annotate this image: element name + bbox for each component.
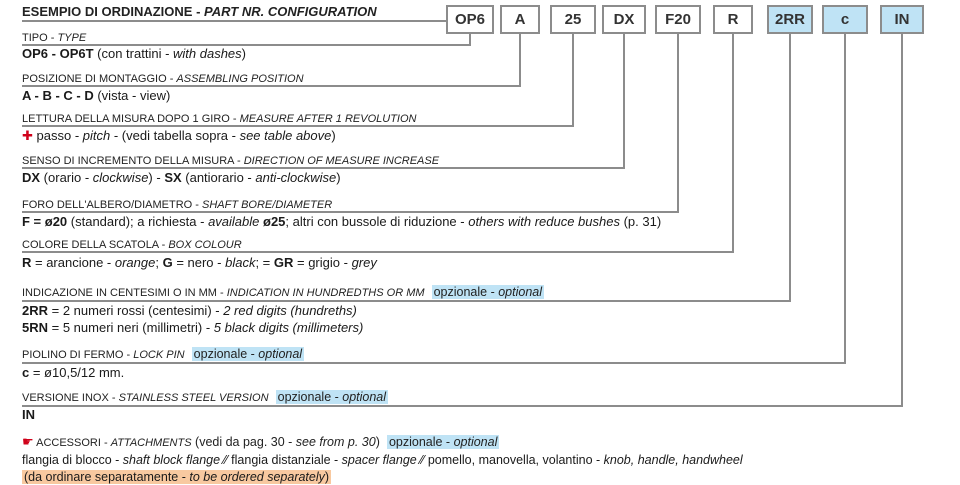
- code-box-c: c: [822, 5, 868, 34]
- label-senso: SENSO DI INCREMENTO DELLA MISURA - DIRECTION OF MEASURE INCREASE: [22, 155, 440, 167]
- code-box-in: IN: [880, 5, 924, 34]
- code-box-r: R: [713, 5, 753, 34]
- label-tipo: TIPO - TYPE: [22, 32, 87, 44]
- optional-badge: opzionale - optional: [433, 285, 543, 299]
- label-lettura: LETTURA DELLA MISURA DOPO 1 GIRO - MEASURE AFTER 1 REVOLUTION: [22, 113, 417, 125]
- value-senso: DX (orario - clockwise) - SX (antiorario - anti-clockwise): [22, 170, 341, 185]
- value-inox: IN: [22, 407, 35, 422]
- value-posizione: A - B - C - D (vista - view): [22, 88, 171, 103]
- value-accessori: flangia di blocco - shaft block flange ⁄⁄ flangia distanziale - spacer flange ⁄⁄ pomello, manovella, volantino - knob, handle, handwheel: [22, 453, 743, 467]
- value-tipo: OP6 - OP6T (con trattini - with dashes): [22, 46, 247, 61]
- code-box-dx: DX: [602, 5, 646, 34]
- label-colore: COLORE DELLA SCATOLA - BOX COLOUR: [22, 239, 242, 251]
- value-indicazione-2rr: 2RR = 2 numeri rossi (centesimi) - 2 red digits (hundreths): [22, 303, 357, 318]
- label-posizione: POSIZIONE DI MONTAGGIO - ASSEMBLING POSITION: [22, 73, 304, 85]
- cross-icon: ✚: [22, 128, 33, 143]
- value-indicazione-5rn: 5RN = 5 numeri neri (millimetri) - 5 black digits (millimeters): [22, 320, 364, 335]
- pointing-hand-icon: ☛: [22, 434, 34, 449]
- label-accessori: ☛ ACCESSORI - ATTACHMENTS (vedi da pag. 30 - see from p. 30) opzionale - optional: [22, 434, 498, 449]
- label-inox: VERSIONE INOX - STAINLESS STEEL VERSION opzionale - optional: [22, 390, 387, 404]
- label-piolino: PIOLINO DI FERMO - LOCK PIN opzionale - optional: [22, 347, 303, 361]
- code-box-a: A: [500, 5, 540, 34]
- page-title: ESEMPIO DI ORDINAZIONE - PART NR. CONFIGURATION: [22, 4, 377, 19]
- code-box-op6: OP6: [446, 5, 494, 34]
- optional-badge: opzionale - optional: [193, 347, 303, 361]
- value-colore: R = arancione - orange; G = nero - black; = GR = grigio - grey: [22, 255, 377, 270]
- value-accessori-note: [22, 469, 331, 485]
- optional-badge: opzionale - optional: [277, 390, 387, 404]
- label-indicazione: INDICAZIONE IN CENTESIMI O IN MM - INDICATION IN HUNDREDTHS OR MM opzionale - optional: [22, 285, 543, 299]
- label-foro: FORO DELL'ALBERO/DIAMETRO - SHAFT BORE/DIAMETER: [22, 199, 333, 211]
- order-separately-note: (da ordinare separatamente - to be ordered separately): [24, 470, 330, 484]
- value-foro: F = ø20 (standard); a richiesta - available ø25; altri con bussole di riduzione - others with reduce bushes (p. 31): [22, 214, 662, 229]
- value-lettura: ✚ passo - pitch - (vedi tabella sopra - see table above): [22, 128, 336, 143]
- optional-badge: opzionale - optional: [388, 435, 498, 449]
- code-box-f20: F20: [655, 5, 701, 34]
- value-piolino: c = ø10,5/12 mm.: [22, 365, 125, 380]
- line-op6: [22, 34, 470, 45]
- code-box-2rr: 2RR: [767, 5, 813, 34]
- code-box-25: 25: [550, 5, 596, 34]
